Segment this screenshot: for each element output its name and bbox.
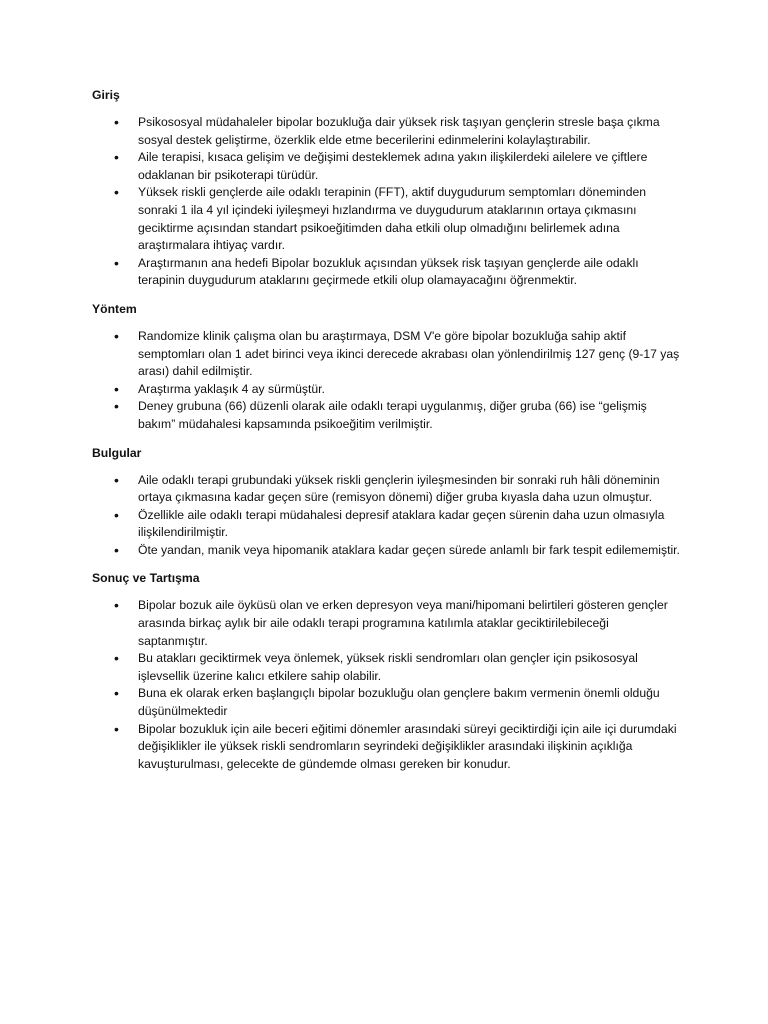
section-giris: [92, 88, 680, 290]
list-item: • Buna ek olarak erken başlangıçlı bipolar bozukluğu olan gençlere bakım vermenin önemli olduğu düşünülmektedir: [92, 685, 680, 720]
section-heading: Yöntem: [92, 301, 137, 316]
bullet-list: [92, 597, 680, 773]
section-yontem: [92, 302, 680, 434]
list-item: • Deney grubuna (66) düzenli olarak aile odaklı terapi uygulanmış, diğer gruba (66) ise “gelişmiş bakım” müdahalesi kapsamında psikoeğitim verilmiştir.: [92, 398, 680, 433]
list-item: • Psikososyal müdahaleler bipolar bozukluğa dair yüksek risk taşıyan gençlerin stresle başa çıkma sosyal destek geliştirme, özerklik elde etme becerilerini edinmelerini kolaylaştırabilir.: [92, 114, 680, 149]
list-item: • Yüksek riskli gençlerde aile odaklı terapinin (FFT), aktif duygudurum semptomları döneminden sonraki 1 ila 4 yıl içindeki iyileşmeyi hızlandırma ve duygudurum ataklarının ortaya çıkmasını geciktirme açısından standart psikoeğitimden daha etkili olup olmadığını belirlemek adına araştırmalara ihtiyaç vardır.: [92, 184, 680, 254]
list-item: • Aile odaklı terapi grubundaki yüksek riskli gençlerin iyileşmesinden bir sonraki ruh hâli döneminin ortaya çıkmasına kadar geçen süre (remisyon dönemi) diğer gruba kıyasla daha uzun olmuştur.: [92, 472, 680, 507]
list-item: • Randomize klinik çalışma olan bu araştırmaya, DSM V'e göre bipolar bozukluğa sahip aktif semptomları olan 1 adet birinci veya ikinci derecede akrabası olan yönlendirilmiş 127 genç (9-17 yaş arası) dahil edilmiştir.: [92, 328, 680, 381]
list-item: • Öte yandan, manik veya hipomanik ataklara kadar geçen sürede anlamlı bir fark tespit edilememiştir.: [92, 542, 680, 560]
section-heading: Sonuç ve Tartışma: [92, 571, 200, 586]
list-item: • Araştırmanın ana hedefi Bipolar bozukluk açısından yüksek risk taşıyan gençlerde aile odaklı terapinin duygudurum ataklarını geçirmede etkili olup olamayacağını öğrenmektir.: [92, 255, 680, 290]
bullet-list: [92, 472, 680, 560]
bullet-list: [92, 114, 680, 290]
section-heading: Giriş: [92, 88, 120, 102]
list-item: • Aile terapisi, kısaca gelişim ve değişimi desteklemek adına yakın ilişkilerdeki ailelere ve çiftlere odaklanan bir psikoterapi türüdür.: [92, 149, 680, 184]
list-item: • Araştırma yaklaşık 4 ay sürmüştür.: [92, 381, 680, 399]
section-heading: Bulgular: [92, 445, 142, 460]
list-item: • Özellikle aile odaklı terapi müdahalesi depresif ataklara kadar geçen sürenin daha uzun olmasıyla ilişkilendirilmiştir.: [92, 507, 680, 542]
list-item: • Bipolar bozukluk için aile beceri eğitimi dönemler arasındaki süreyi geciktirdiği için aile içi durumdaki değişiklikler ile yüksek riskli sendromların seyrindeki değişiklikler arasındaki ilişkinin açıklığa kavuşturulması, gelecekte de gündemde olması gereken bir konudur.: [92, 721, 680, 774]
bullet-list: [92, 328, 680, 434]
list-item: • Bu atakları geciktirmek veya önlemek, yüksek riskli sendromları olan gençler için psikososyal işlevsellik üzerine kalıcı etkilere sahip olabilir.: [92, 650, 680, 685]
section-bulgular: [92, 446, 680, 560]
section-sonuc-ve-tartisma: [92, 571, 680, 773]
list-item: • Bipolar bozuk aile öyküsü olan ve erken depresyon veya mani/hipomani belirtileri gösteren gençler arasında birkaç aylık bir aile odaklı terapi programına katılımla ataklar geciktirilebileceği saptanmıştır.: [92, 597, 680, 650]
